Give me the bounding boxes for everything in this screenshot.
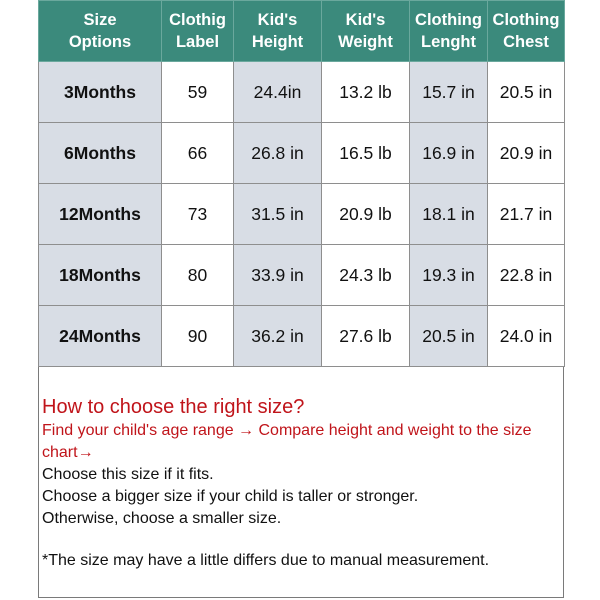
label-cell: 80 bbox=[162, 245, 234, 306]
guide-heading: How to choose the right size? bbox=[42, 396, 305, 418]
header-size-options: Size Options bbox=[39, 1, 162, 62]
weight-cell: 16.5 lb bbox=[322, 123, 410, 184]
size-option-cell: 24Months bbox=[39, 306, 162, 367]
height-cell: 33.9 in bbox=[234, 245, 322, 306]
header-clothing-length: Clothing Lenght bbox=[410, 1, 488, 62]
size-guide bbox=[42, 394, 558, 530]
label-cell: 66 bbox=[162, 123, 234, 184]
table-header-row bbox=[39, 1, 565, 62]
weight-cell: 24.3 lb bbox=[322, 245, 410, 306]
table-row bbox=[39, 245, 565, 306]
label-cell: 59 bbox=[162, 62, 234, 123]
header-clothing-label: Clothig Label bbox=[162, 1, 234, 62]
table-row bbox=[39, 123, 565, 184]
length-cell: 20.5 in bbox=[410, 306, 488, 367]
label-cell: 90 bbox=[162, 306, 234, 367]
guide-steps: Find your child's age range → Compare height and weight to the size chart→ bbox=[42, 422, 532, 461]
table-row bbox=[39, 184, 565, 245]
height-cell: 24.4in bbox=[234, 62, 322, 123]
height-cell: 36.2 in bbox=[234, 306, 322, 367]
size-option-cell: 6Months bbox=[39, 123, 162, 184]
height-cell: 26.8 in bbox=[234, 123, 322, 184]
chest-cell: 22.8 in bbox=[488, 245, 565, 306]
size-option-cell: 12Months bbox=[39, 184, 162, 245]
header-clothing-chest: Clothing Chest bbox=[488, 1, 565, 62]
chest-cell: 20.9 in bbox=[488, 123, 565, 184]
table-row bbox=[39, 306, 565, 367]
header-kids-weight: Kid's Weight bbox=[322, 1, 410, 62]
length-cell: 18.1 in bbox=[410, 184, 488, 245]
chest-cell: 24.0 in bbox=[488, 306, 565, 367]
length-cell: 15.7 in bbox=[410, 62, 488, 123]
height-cell: 31.5 in bbox=[234, 184, 322, 245]
chest-cell: 20.5 in bbox=[488, 62, 565, 123]
guide-line: Otherwise, choose a smaller size. bbox=[42, 510, 282, 527]
chest-cell: 21.7 in bbox=[488, 184, 565, 245]
length-cell: 19.3 in bbox=[410, 245, 488, 306]
table-row bbox=[39, 62, 565, 123]
measurement-note: *The size may have a little differs due to manual measurement. bbox=[42, 552, 490, 569]
guide-line: Choose a bigger size if your child is taller or stronger. bbox=[42, 488, 419, 505]
weight-cell: 13.2 lb bbox=[322, 62, 410, 123]
size-chart-table bbox=[38, 0, 565, 367]
label-cell: 73 bbox=[162, 184, 234, 245]
weight-cell: 20.9 lb bbox=[322, 184, 410, 245]
size-option-cell: 18Months bbox=[39, 245, 162, 306]
weight-cell: 27.6 lb bbox=[322, 306, 410, 367]
guide-line: Choose this size if it fits. bbox=[42, 466, 214, 483]
header-kids-height: Kid's Height bbox=[234, 1, 322, 62]
size-option-cell: 3Months bbox=[39, 62, 162, 123]
length-cell: 16.9 in bbox=[410, 123, 488, 184]
